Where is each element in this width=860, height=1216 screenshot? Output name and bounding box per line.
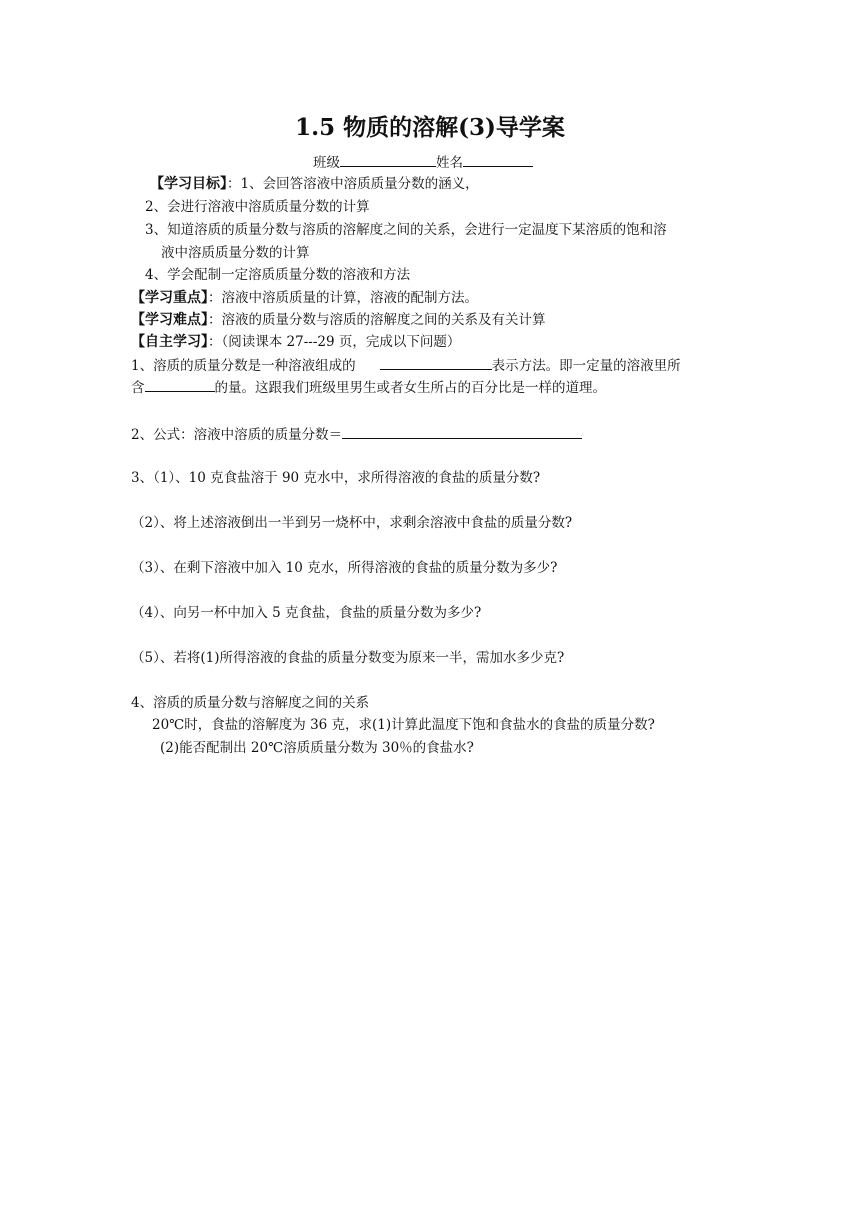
q1-blank-1[interactable]	[380, 356, 492, 370]
goal-item-3a: 3、知道溶质的质量分数与溶质的溶解度之间的关系，会进行一定温度下某溶质的饱和溶	[145, 222, 667, 238]
question-2-line	[131, 425, 582, 444]
goal-item-1: ：1、会回答溶液中溶质质量分数的涵义，	[227, 176, 479, 192]
goals-heading: 【学习目标】	[150, 176, 227, 192]
self-study-heading: 【自主学习】	[131, 334, 208, 350]
key-point-line	[131, 289, 478, 307]
self-study-line	[131, 333, 460, 351]
q2-formula-blank[interactable]	[342, 425, 582, 439]
q2-text: 2、公式：溶液中溶质的质量分数＝	[131, 427, 343, 443]
key-point-heading: 【学习重点】	[131, 290, 208, 306]
question-4-line-2: (2)能否配制出 20℃溶质质量分数为 30％的食盐水?	[160, 740, 474, 756]
question-1-line-1	[131, 356, 681, 375]
goal-item-3b: 液中溶质质量分数的计算	[161, 245, 310, 261]
question-3-part-2: （2）、将上述溶液倒出一半到另一烧杯中，求剩余溶液中食盐的质量分数?	[131, 515, 573, 531]
question-3-part-5: （5）、若将(1)所得溶液的食盐的质量分数变为原来一半，需加水多少克?	[131, 650, 565, 666]
goal-item-4: 4、学会配制一定溶质质量分数的溶液和方法	[145, 267, 411, 283]
question-4-heading: 4、溶质的质量分数与溶解度之间的关系	[131, 695, 370, 711]
difficulty-heading: 【学习难点】	[131, 312, 208, 328]
name-blank[interactable]	[463, 153, 533, 167]
goals-line-1	[150, 175, 479, 193]
class-label: 班级	[313, 155, 340, 171]
question-4-line-1: 20℃时，食盐的溶解度为 36 克，求(1)计算此温度下饱和食盐水的食盐的质量分数?	[152, 717, 655, 733]
difficulty-text: ：溶液的质量分数与溶质的溶解度之间的关系及有关计算	[208, 312, 546, 328]
q1-part4: 的量。这跟我们班级里男生或者女生所占的百分比是一样的道理。	[214, 380, 606, 396]
q1-part3: 含	[131, 380, 145, 396]
difficulty-line	[131, 311, 546, 329]
q1-part2: 表示方法。即一定量的溶液里所	[491, 358, 681, 374]
name-label: 姓名	[436, 155, 463, 171]
q1-part1: 1、溶质的质量分数是一种溶液组成的	[131, 358, 356, 374]
question-3-part-3: （3）、在剩下溶液中加入 10 克水，所得溶液的食盐的质量分数为多少?	[131, 560, 558, 576]
question-3-part-4: （4）、向另一杯中加入 5 克食盐，食盐的质量分数为多少?	[131, 605, 482, 621]
question-3-part-1: 3、（1）、10 克食盐溶于 90 克水中，求所得溶液的食盐的质量分数?	[131, 470, 541, 486]
question-1-line-2	[131, 378, 606, 397]
class-blank[interactable]	[340, 153, 436, 167]
page-title: 1.5 物质的溶解(3)导学案	[295, 114, 565, 141]
goal-item-2: 2、会进行溶液中溶质质量分数的计算	[145, 199, 370, 215]
key-point-text: ：溶液中溶质质量的计算，溶液的配制方法。	[208, 290, 478, 306]
q1-blank-2[interactable]	[145, 378, 215, 392]
class-name-line	[313, 153, 533, 172]
self-study-text: ：（阅读课本 27---29 页，完成以下问题）	[208, 334, 461, 350]
